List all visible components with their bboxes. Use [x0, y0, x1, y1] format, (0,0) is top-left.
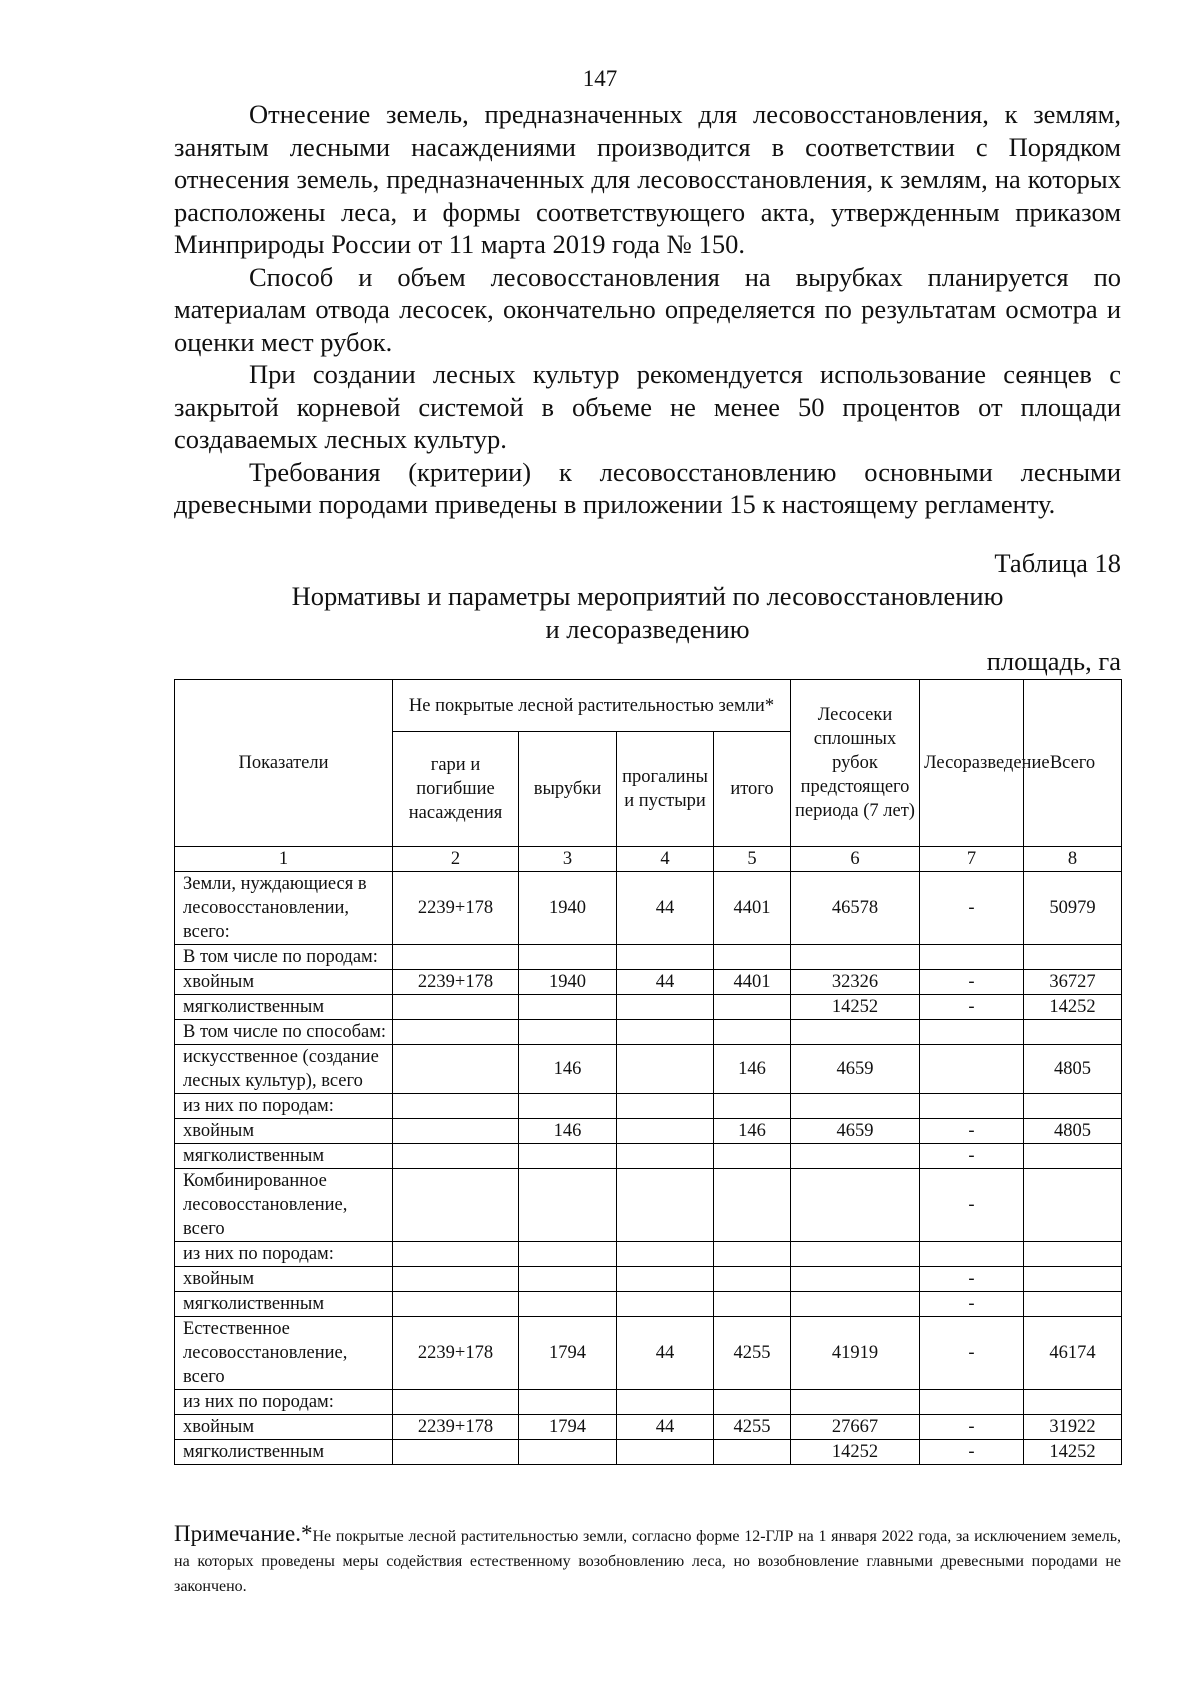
table-row [175, 1267, 1122, 1292]
table-cell [1024, 1267, 1122, 1292]
paragraph: Требования (критерии) к лесовосстановлению основными лесными древесными породами приведены в приложении 15 к настоящему регламенту. [174, 456, 1121, 519]
table-cell: - [920, 872, 1024, 945]
table-cell: 4255 [714, 1415, 791, 1440]
column-number: 2 [393, 847, 519, 872]
table-cell: 14252 [1024, 1440, 1122, 1465]
table-cell: 1794 [519, 1317, 617, 1390]
table-cell: 4401 [714, 970, 791, 995]
row-label: искусственное (создание лесных культур), всего [175, 1045, 393, 1094]
table-cell [791, 1390, 920, 1415]
table-cell [791, 1020, 920, 1045]
table-cell [393, 1144, 519, 1169]
table-cell: 1794 [519, 1415, 617, 1440]
table-cell: - [920, 970, 1024, 995]
table-cell [519, 1020, 617, 1045]
column-number-row [175, 847, 1122, 872]
row-label: из них по породам: [175, 1390, 393, 1415]
row-label: хвойным [175, 1415, 393, 1440]
table-row [175, 995, 1122, 1020]
table-cell: 146 [714, 1119, 791, 1144]
table-cell [1024, 1020, 1122, 1045]
table-cell: 4659 [791, 1119, 920, 1144]
table-cell: 14252 [791, 995, 920, 1020]
table-cell [714, 1144, 791, 1169]
table-cell [920, 1094, 1024, 1119]
table-cell [519, 995, 617, 1020]
table-cell: - [920, 1119, 1024, 1144]
table-row [175, 970, 1122, 995]
table-cell: 2239+178 [393, 970, 519, 995]
row-label: В том числе по породам: [175, 945, 393, 970]
table-row [175, 1020, 1122, 1045]
table-cell: 1940 [519, 970, 617, 995]
table-cell: 14252 [1024, 995, 1122, 1020]
table-cell [617, 1094, 714, 1119]
table-cell: 44 [617, 1317, 714, 1390]
column-number: 5 [714, 847, 791, 872]
table-cell [519, 1390, 617, 1415]
table-cell [1024, 1390, 1122, 1415]
table-cell: 146 [519, 1045, 617, 1094]
table-number: Таблица 18 [994, 548, 1121, 578]
table-cell [714, 1094, 791, 1119]
table-cell [519, 1144, 617, 1169]
table-cell: - [920, 1415, 1024, 1440]
row-label: из них по породам: [175, 1094, 393, 1119]
table-cell [519, 1169, 617, 1242]
column-number: 3 [519, 847, 617, 872]
column-number: 6 [791, 847, 920, 872]
table-cell [714, 1440, 791, 1465]
table-cell [920, 945, 1024, 970]
table-cell [1024, 1292, 1122, 1317]
table-cell: - [920, 1144, 1024, 1169]
table-cell [791, 1267, 920, 1292]
table-cell [920, 1045, 1024, 1094]
header-uncovered-group: Не покрытые лесной растительностью земли* [393, 680, 791, 732]
table-row [175, 1094, 1122, 1119]
table-cell [1024, 945, 1122, 970]
table-row [175, 1390, 1122, 1415]
table-cell [714, 1169, 791, 1242]
row-label: Земли, нуждающиеся в лесовосстановлении, всего: [175, 872, 393, 945]
table-cell [617, 1169, 714, 1242]
header-clearings: вырубки [519, 732, 617, 847]
paragraph: Способ и объем лесовосстановления на вырубках планируется по материалам отвода лесосек, окончательно определяется по результатам осмотра и оценки мест рубок. [174, 261, 1121, 357]
table-cell: 4255 [714, 1317, 791, 1390]
table-row [175, 872, 1122, 945]
table-cell [714, 945, 791, 970]
table-cell: 36727 [1024, 970, 1122, 995]
table-cell: 146 [714, 1045, 791, 1094]
table-cell [714, 1292, 791, 1317]
column-number: 7 [920, 847, 1024, 872]
column-number: 4 [617, 847, 714, 872]
table-row [175, 1119, 1122, 1144]
table-units: площадь, га [986, 646, 1121, 676]
table-cell [920, 1020, 1024, 1045]
table-cell [714, 995, 791, 1020]
table-cell: - [920, 1292, 1024, 1317]
table-cell [617, 1292, 714, 1317]
table-cell [617, 1242, 714, 1267]
table-cell [920, 1242, 1024, 1267]
table-cell: 31922 [1024, 1415, 1122, 1440]
table-row [175, 1045, 1122, 1094]
table-cell [393, 1440, 519, 1465]
table-row [175, 945, 1122, 970]
table-cell: 44 [617, 970, 714, 995]
row-label: Комбинированное лесовосстановление, всего [175, 1169, 393, 1242]
row-label: хвойным [175, 970, 393, 995]
table-cell [519, 1242, 617, 1267]
table-cell [393, 945, 519, 970]
table-cell: 4805 [1024, 1119, 1122, 1144]
table-cell [617, 1119, 714, 1144]
column-number: 8 [1024, 847, 1122, 872]
table-row [175, 1242, 1122, 1267]
table-cell [791, 1242, 920, 1267]
table-cell [617, 945, 714, 970]
table-cell [393, 995, 519, 1020]
row-label: В том числе по способам: [175, 1020, 393, 1045]
footnote-text: Не покрытые лесной растительностью земли, согласно форме 12-ГЛР на 1 января 2022 года, за исключением земель, на которых проведены меры содействия естественному возобновлению леса, но возобновление главными древесными породами не закончено. [174, 1528, 1121, 1595]
table-title [174, 580, 1121, 646]
table-cell: 146 [519, 1119, 617, 1144]
table-cell [393, 1119, 519, 1144]
table-cell [617, 1020, 714, 1045]
footnote [174, 1521, 1121, 1599]
table-cell [1024, 1144, 1122, 1169]
table-cell: - [920, 1440, 1024, 1465]
table-cell [393, 1242, 519, 1267]
table-cell [393, 1045, 519, 1094]
table-cell [393, 1292, 519, 1317]
table-cell [393, 1094, 519, 1119]
page-number: 147 [582, 66, 618, 91]
table-cell: - [920, 1267, 1024, 1292]
table-cell: 4401 [714, 872, 791, 945]
table-cell [791, 945, 920, 970]
table-cell [519, 1292, 617, 1317]
table-cell: 4659 [791, 1045, 920, 1094]
row-label: мягколиственным [175, 1292, 393, 1317]
header-burned: гари и погибшие насаждения [393, 732, 519, 847]
column-number: 1 [175, 847, 393, 872]
header-total-uncovered: итого [714, 732, 791, 847]
table-cell [617, 995, 714, 1020]
table-cell: 2239+178 [393, 1317, 519, 1390]
table-cell [1024, 1169, 1122, 1242]
table-cell: 27667 [791, 1415, 920, 1440]
table-cell [393, 1169, 519, 1242]
table-row [175, 1415, 1122, 1440]
table-cell [791, 1144, 920, 1169]
table-row [175, 1292, 1122, 1317]
table-cell [617, 1045, 714, 1094]
row-label: мягколиственным [175, 995, 393, 1020]
table-cell: 46174 [1024, 1317, 1122, 1390]
table-cell [791, 1292, 920, 1317]
table-cell: 2239+178 [393, 1415, 519, 1440]
table-cell [617, 1390, 714, 1415]
table-cell: 50979 [1024, 872, 1122, 945]
table-cell: 14252 [791, 1440, 920, 1465]
header-indicators: Показатели [175, 680, 393, 847]
data-table [174, 679, 1122, 1465]
table-cell [519, 1267, 617, 1292]
table-cell: 46578 [791, 872, 920, 945]
footnote-label: Примечание.* [174, 1521, 313, 1546]
table-cell [519, 1094, 617, 1119]
table-cell [714, 1267, 791, 1292]
table-cell [1024, 1242, 1122, 1267]
table-cell [714, 1020, 791, 1045]
table-cell [393, 1020, 519, 1045]
table-cell: - [920, 1317, 1024, 1390]
table-cell: 2239+178 [393, 872, 519, 945]
table-cell: 44 [617, 872, 714, 945]
header-grand-total: Всего [1024, 680, 1122, 847]
table-cell [1024, 1094, 1122, 1119]
table-row [175, 1440, 1122, 1465]
table-cell [617, 1144, 714, 1169]
header-glades: прогалины и пустыри [617, 732, 714, 847]
table-row [175, 1144, 1122, 1169]
table-cell [519, 945, 617, 970]
paragraph: При создании лесных культур рекомендуется использование сеянцев с закрытой корневой системой в объеме не менее 50 процентов от площади создаваемых лесных культур. [174, 359, 1121, 454]
row-label: хвойным [175, 1267, 393, 1292]
table-cell: 1940 [519, 872, 617, 945]
table-title-line: Нормативы и параметры мероприятий по лесовосстановлению [291, 581, 1004, 611]
table-cell [393, 1390, 519, 1415]
table-title-line: и лесоразведению [545, 614, 750, 644]
table-cell: - [920, 995, 1024, 1020]
row-label: Естественное лесовосстановление, всего [175, 1317, 393, 1390]
table-cell: - [920, 1169, 1024, 1242]
table-cell [791, 1094, 920, 1119]
table-cell [920, 1390, 1024, 1415]
table-cell: 32326 [791, 970, 920, 995]
table-cell [714, 1242, 791, 1267]
table-cell [617, 1440, 714, 1465]
table-cell [393, 1267, 519, 1292]
table-cell [791, 1169, 920, 1242]
table-cell [714, 1390, 791, 1415]
table-row [175, 1317, 1122, 1390]
header-cutting-areas: Лесосеки сплошных рубок предстоящего периода (7 лет) [791, 680, 920, 847]
table-cell [519, 1440, 617, 1465]
paragraph: Отнесение земель, предназначенных для лесовосстановления, к землям, занятым лесными насаждениями производится в соответствии с Порядком отнесения земель, предназначенных для лесовосстановления, к землям, на которых расположены леса, и формы соответствующего акта, утвержденным приказом Минприроды России от 11 марта 2019 года № 150. [174, 99, 1121, 259]
header-afforestation: Лесоразведение [920, 680, 1024, 847]
table-row [175, 1169, 1122, 1242]
row-label: хвойным [175, 1119, 393, 1144]
row-label: мягколиственным [175, 1440, 393, 1465]
table-cell: 41919 [791, 1317, 920, 1390]
table-cell: 4805 [1024, 1045, 1122, 1094]
row-label: мягколиственным [175, 1144, 393, 1169]
row-label: из них по породам: [175, 1242, 393, 1267]
body-text [174, 98, 1121, 521]
table-cell: 44 [617, 1415, 714, 1440]
table-cell [617, 1267, 714, 1292]
